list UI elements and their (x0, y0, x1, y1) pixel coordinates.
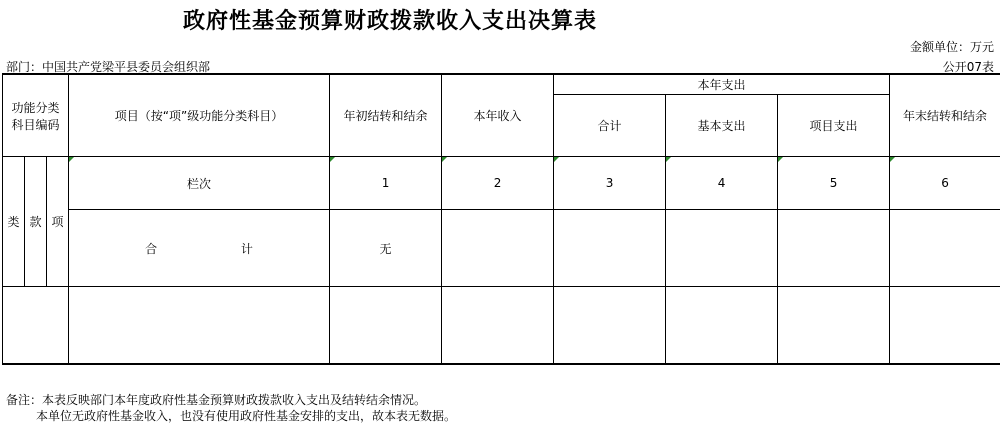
total-current-income (442, 210, 554, 287)
header-project-expense: 项目支出 (778, 95, 890, 157)
empty-cell-2 (442, 287, 554, 365)
lanci-col-6: 6 (890, 157, 1000, 210)
header-current-expense: 本年支出 (554, 74, 890, 95)
empty-cell-5 (778, 287, 890, 365)
total-row-label (69, 210, 330, 287)
note-line-2: 本单位无政府性基金收入，也没有使用政府性基金安排的支出，故本表无数据。 (36, 409, 457, 423)
total-project-expense (778, 210, 890, 287)
total-beginning-balance: 无 (330, 210, 442, 287)
empty-cell-4 (666, 287, 778, 365)
lanci-label: 栏次 (69, 157, 330, 210)
lanci-col-2: 2 (442, 157, 554, 210)
header-total: 合计 (554, 95, 666, 157)
fund-budget-table (2, 73, 1000, 365)
notes (6, 392, 456, 424)
total-label-right: 计 (240, 241, 253, 256)
empty-code-cell (3, 287, 69, 365)
empty-cell-1 (330, 287, 442, 365)
header-kuan: 款 (25, 157, 47, 287)
total-label-left: 合 (145, 241, 158, 256)
total-basic-expense (666, 210, 778, 287)
header-beginning-balance: 年初结转和结余 (330, 74, 442, 157)
empty-cell-3 (554, 287, 666, 365)
header-xiang: 项 (47, 157, 69, 287)
lanci-col-1: 1 (330, 157, 442, 210)
form-number: 公开07表 (942, 60, 994, 74)
header-item: 项目（按“项”级功能分类科目） (69, 74, 330, 157)
lanci-col-4: 4 (666, 157, 778, 210)
total-ending-balance (890, 210, 1000, 287)
lanci-col-3: 3 (554, 157, 666, 210)
header-lei: 类 (3, 157, 25, 287)
department-label: 部门：中国共产党梁平县委员会组织部 (6, 60, 211, 74)
header-current-income: 本年收入 (442, 74, 554, 157)
header-basic-expense: 基本支出 (666, 95, 778, 157)
header-func-code: 功能分类科目编码 (3, 74, 69, 157)
lanci-col-5: 5 (778, 157, 890, 210)
note-line-1: 备注：本表反映部门本年度政府性基金预算财政拨款收入支出及结转结余情况。 (6, 393, 427, 407)
amount-unit: 金额单位：万元 (909, 40, 994, 54)
header-ending-balance: 年末结转和结余 (890, 74, 1000, 157)
empty-item-cell (69, 287, 330, 365)
total-expense-sum (554, 210, 666, 287)
report-title: 政府性基金预算财政拨款收入支出决算表 (182, 8, 597, 34)
empty-cell-6 (890, 287, 1000, 365)
